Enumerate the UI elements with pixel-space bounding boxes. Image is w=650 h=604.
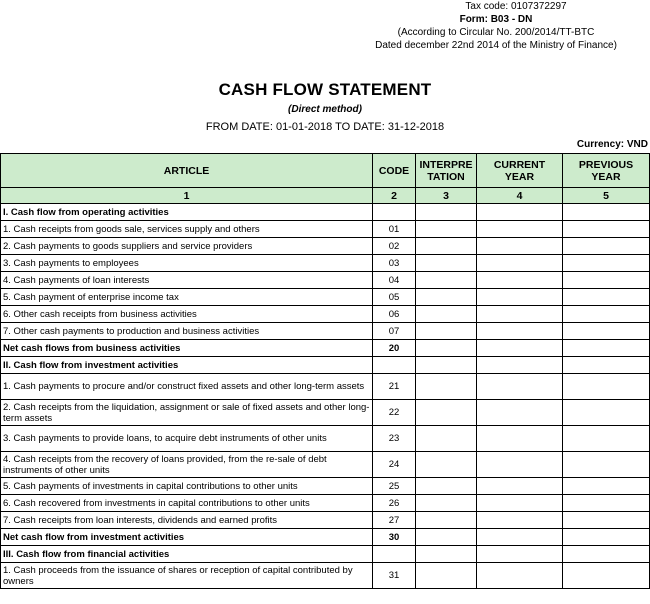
table-row bbox=[1, 272, 650, 289]
previous-year-cell bbox=[563, 400, 650, 426]
previous-year-cell bbox=[563, 306, 650, 323]
article-cell: 2. Cash payments to goods suppliers and service providers bbox=[1, 238, 373, 255]
interpretation-cell bbox=[416, 204, 477, 221]
code-cell: 05 bbox=[373, 289, 416, 306]
current-year-cell bbox=[477, 374, 563, 400]
code-cell bbox=[373, 357, 416, 374]
cash-flow-table bbox=[0, 153, 650, 589]
previous-year-cell bbox=[563, 495, 650, 512]
interpretation-cell bbox=[416, 221, 477, 238]
column-header-article: ARTICLE bbox=[1, 154, 373, 188]
current-year-cell bbox=[477, 323, 563, 340]
table-row bbox=[1, 426, 650, 452]
article-cell: 4. Cash receipts from the recovery of loans provided, from the re-sale of debt instruments of other units bbox=[1, 452, 373, 478]
table-row bbox=[1, 563, 650, 589]
article-cell: 6. Cash recovered from investments in capital contributions to other units bbox=[1, 495, 373, 512]
column-number: 2 bbox=[373, 188, 416, 204]
article-cell: Net cash flow from investment activities bbox=[1, 529, 373, 546]
current-year-cell bbox=[477, 452, 563, 478]
interpretation-cell bbox=[416, 323, 477, 340]
article-cell: Net cash flows from business activities bbox=[1, 340, 373, 357]
table-row bbox=[1, 400, 650, 426]
interpretation-cell bbox=[416, 374, 477, 400]
code-cell: 06 bbox=[373, 306, 416, 323]
table-row bbox=[1, 478, 650, 495]
previous-year-cell bbox=[563, 426, 650, 452]
column-number: 5 bbox=[563, 188, 650, 204]
interpretation-cell bbox=[416, 512, 477, 529]
article-cell: 4. Cash payments of loan interests bbox=[1, 272, 373, 289]
article-cell: 1. Cash payments to procure and/or construct fixed assets and other long-term assets bbox=[1, 374, 373, 400]
interpretation-cell bbox=[416, 478, 477, 495]
code-cell: 02 bbox=[373, 238, 416, 255]
code-cell: 24 bbox=[373, 452, 416, 478]
table-header-row bbox=[1, 154, 650, 188]
current-year-cell bbox=[477, 512, 563, 529]
interpretation-cell bbox=[416, 546, 477, 563]
table-row bbox=[1, 238, 650, 255]
column-number: 4 bbox=[477, 188, 563, 204]
code-cell: 23 bbox=[373, 426, 416, 452]
code-cell: 25 bbox=[373, 478, 416, 495]
table-body bbox=[1, 204, 650, 589]
code-cell bbox=[373, 546, 416, 563]
interpretation-cell bbox=[416, 289, 477, 306]
interpretation-cell bbox=[416, 529, 477, 546]
table-row bbox=[1, 289, 650, 306]
code-cell: 26 bbox=[373, 495, 416, 512]
interpretation-cell bbox=[416, 238, 477, 255]
previous-year-cell bbox=[563, 221, 650, 238]
column-header-previous-year: PREVIOUS YEAR bbox=[563, 154, 650, 188]
article-cell: 2. Cash receipts from the liquidation, assignment or sale of fixed assets and other long-term assets bbox=[1, 400, 373, 426]
previous-year-cell bbox=[563, 512, 650, 529]
tax-code: Tax code: 0107372297 bbox=[465, 1, 567, 12]
code-cell: 22 bbox=[373, 400, 416, 426]
table-row bbox=[1, 221, 650, 238]
table-row bbox=[1, 340, 650, 357]
current-year-cell bbox=[477, 426, 563, 452]
code-cell: 03 bbox=[373, 255, 416, 272]
current-year-cell bbox=[477, 221, 563, 238]
current-year-cell bbox=[477, 529, 563, 546]
previous-year-cell bbox=[563, 238, 650, 255]
table-row bbox=[1, 374, 650, 400]
table-row bbox=[1, 255, 650, 272]
circular-date: Dated december 22nd 2014 of the Ministry of Finance) bbox=[375, 40, 617, 51]
interpretation-cell bbox=[416, 306, 477, 323]
previous-year-cell bbox=[563, 478, 650, 495]
currency-label: Currency: VND bbox=[576, 139, 648, 150]
form-info bbox=[346, 0, 646, 52]
code-cell: 20 bbox=[373, 340, 416, 357]
interpretation-cell bbox=[416, 357, 477, 374]
code-cell: 31 bbox=[373, 563, 416, 589]
table-row bbox=[1, 357, 650, 374]
article-cell: 3. Cash payments to employees bbox=[1, 255, 373, 272]
interpretation-cell bbox=[416, 272, 477, 289]
table-row bbox=[1, 306, 650, 323]
code-cell: 01 bbox=[373, 221, 416, 238]
column-header-interpretation: INTERPRE TATION bbox=[416, 154, 477, 188]
table-row bbox=[1, 204, 650, 221]
article-cell: 6. Other cash receipts from business activities bbox=[1, 306, 373, 323]
code-cell bbox=[373, 204, 416, 221]
article-cell: 5. Cash payment of enterprise income tax bbox=[1, 289, 373, 306]
code-cell: 07 bbox=[373, 323, 416, 340]
column-header-current-year: CURRENT YEAR bbox=[477, 154, 563, 188]
previous-year-cell bbox=[563, 204, 650, 221]
current-year-cell bbox=[477, 204, 563, 221]
article-cell: I. Cash flow from operating activities bbox=[1, 204, 373, 221]
current-year-cell bbox=[477, 400, 563, 426]
previous-year-cell bbox=[563, 357, 650, 374]
previous-year-cell bbox=[563, 452, 650, 478]
current-year-cell bbox=[477, 272, 563, 289]
article-cell: 1. Cash receipts from goods sale, services supply and others bbox=[1, 221, 373, 238]
previous-year-cell bbox=[563, 374, 650, 400]
article-cell: 7. Other cash payments to production and business activities bbox=[1, 323, 373, 340]
interpretation-cell bbox=[416, 426, 477, 452]
table-row bbox=[1, 529, 650, 546]
circular-reference: (According to Circular No. 200/2014/TT-BTC bbox=[397, 27, 595, 38]
current-year-cell bbox=[477, 340, 563, 357]
current-year-cell bbox=[477, 289, 563, 306]
statement-method: (Direct method) bbox=[288, 104, 362, 115]
current-year-cell bbox=[477, 495, 563, 512]
table-row bbox=[1, 495, 650, 512]
current-year-cell bbox=[477, 357, 563, 374]
interpretation-cell bbox=[416, 340, 477, 357]
interpretation-cell bbox=[416, 452, 477, 478]
previous-year-cell bbox=[563, 289, 650, 306]
article-cell: 1. Cash proceeds from the issuance of shares or reception of capital contributed by owners bbox=[1, 563, 373, 589]
column-number: 1 bbox=[1, 188, 373, 204]
current-year-cell bbox=[477, 255, 563, 272]
code-cell: 27 bbox=[373, 512, 416, 529]
article-cell: II. Cash flow from investment activities bbox=[1, 357, 373, 374]
statement-period: FROM DATE: 01-01-2018 TO DATE: 31-12-2018 bbox=[205, 121, 445, 133]
current-year-cell bbox=[477, 306, 563, 323]
current-year-cell bbox=[477, 238, 563, 255]
code-cell: 30 bbox=[373, 529, 416, 546]
statement-title: CASH FLOW STATEMENT bbox=[218, 80, 432, 99]
table-row bbox=[1, 512, 650, 529]
previous-year-cell bbox=[563, 340, 650, 357]
column-number-row bbox=[1, 188, 650, 204]
interpretation-cell bbox=[416, 495, 477, 512]
article-cell: 3. Cash payments to provide loans, to acquire debt instruments of other units bbox=[1, 426, 373, 452]
article-cell: 5. Cash payments of investments in capital contributions to other units bbox=[1, 478, 373, 495]
interpretation-cell bbox=[416, 255, 477, 272]
previous-year-cell bbox=[563, 272, 650, 289]
previous-year-cell bbox=[563, 529, 650, 546]
interpretation-cell bbox=[416, 400, 477, 426]
previous-year-cell bbox=[563, 323, 650, 340]
current-year-cell bbox=[477, 546, 563, 563]
code-cell: 21 bbox=[373, 374, 416, 400]
column-number: 3 bbox=[416, 188, 477, 204]
form-number: Form: B03 - DN bbox=[459, 14, 533, 25]
current-year-cell bbox=[477, 563, 563, 589]
current-year-cell bbox=[477, 478, 563, 495]
table-row bbox=[1, 323, 650, 340]
code-cell: 04 bbox=[373, 272, 416, 289]
interpretation-cell bbox=[416, 563, 477, 589]
column-header-code: CODE bbox=[373, 154, 416, 188]
previous-year-cell bbox=[563, 546, 650, 563]
previous-year-cell bbox=[563, 563, 650, 589]
table-row bbox=[1, 546, 650, 563]
article-cell: III. Cash flow from financial activities bbox=[1, 546, 373, 563]
article-cell: 7. Cash receipts from loan interests, dividends and earned profits bbox=[1, 512, 373, 529]
table-row bbox=[1, 452, 650, 478]
previous-year-cell bbox=[563, 255, 650, 272]
